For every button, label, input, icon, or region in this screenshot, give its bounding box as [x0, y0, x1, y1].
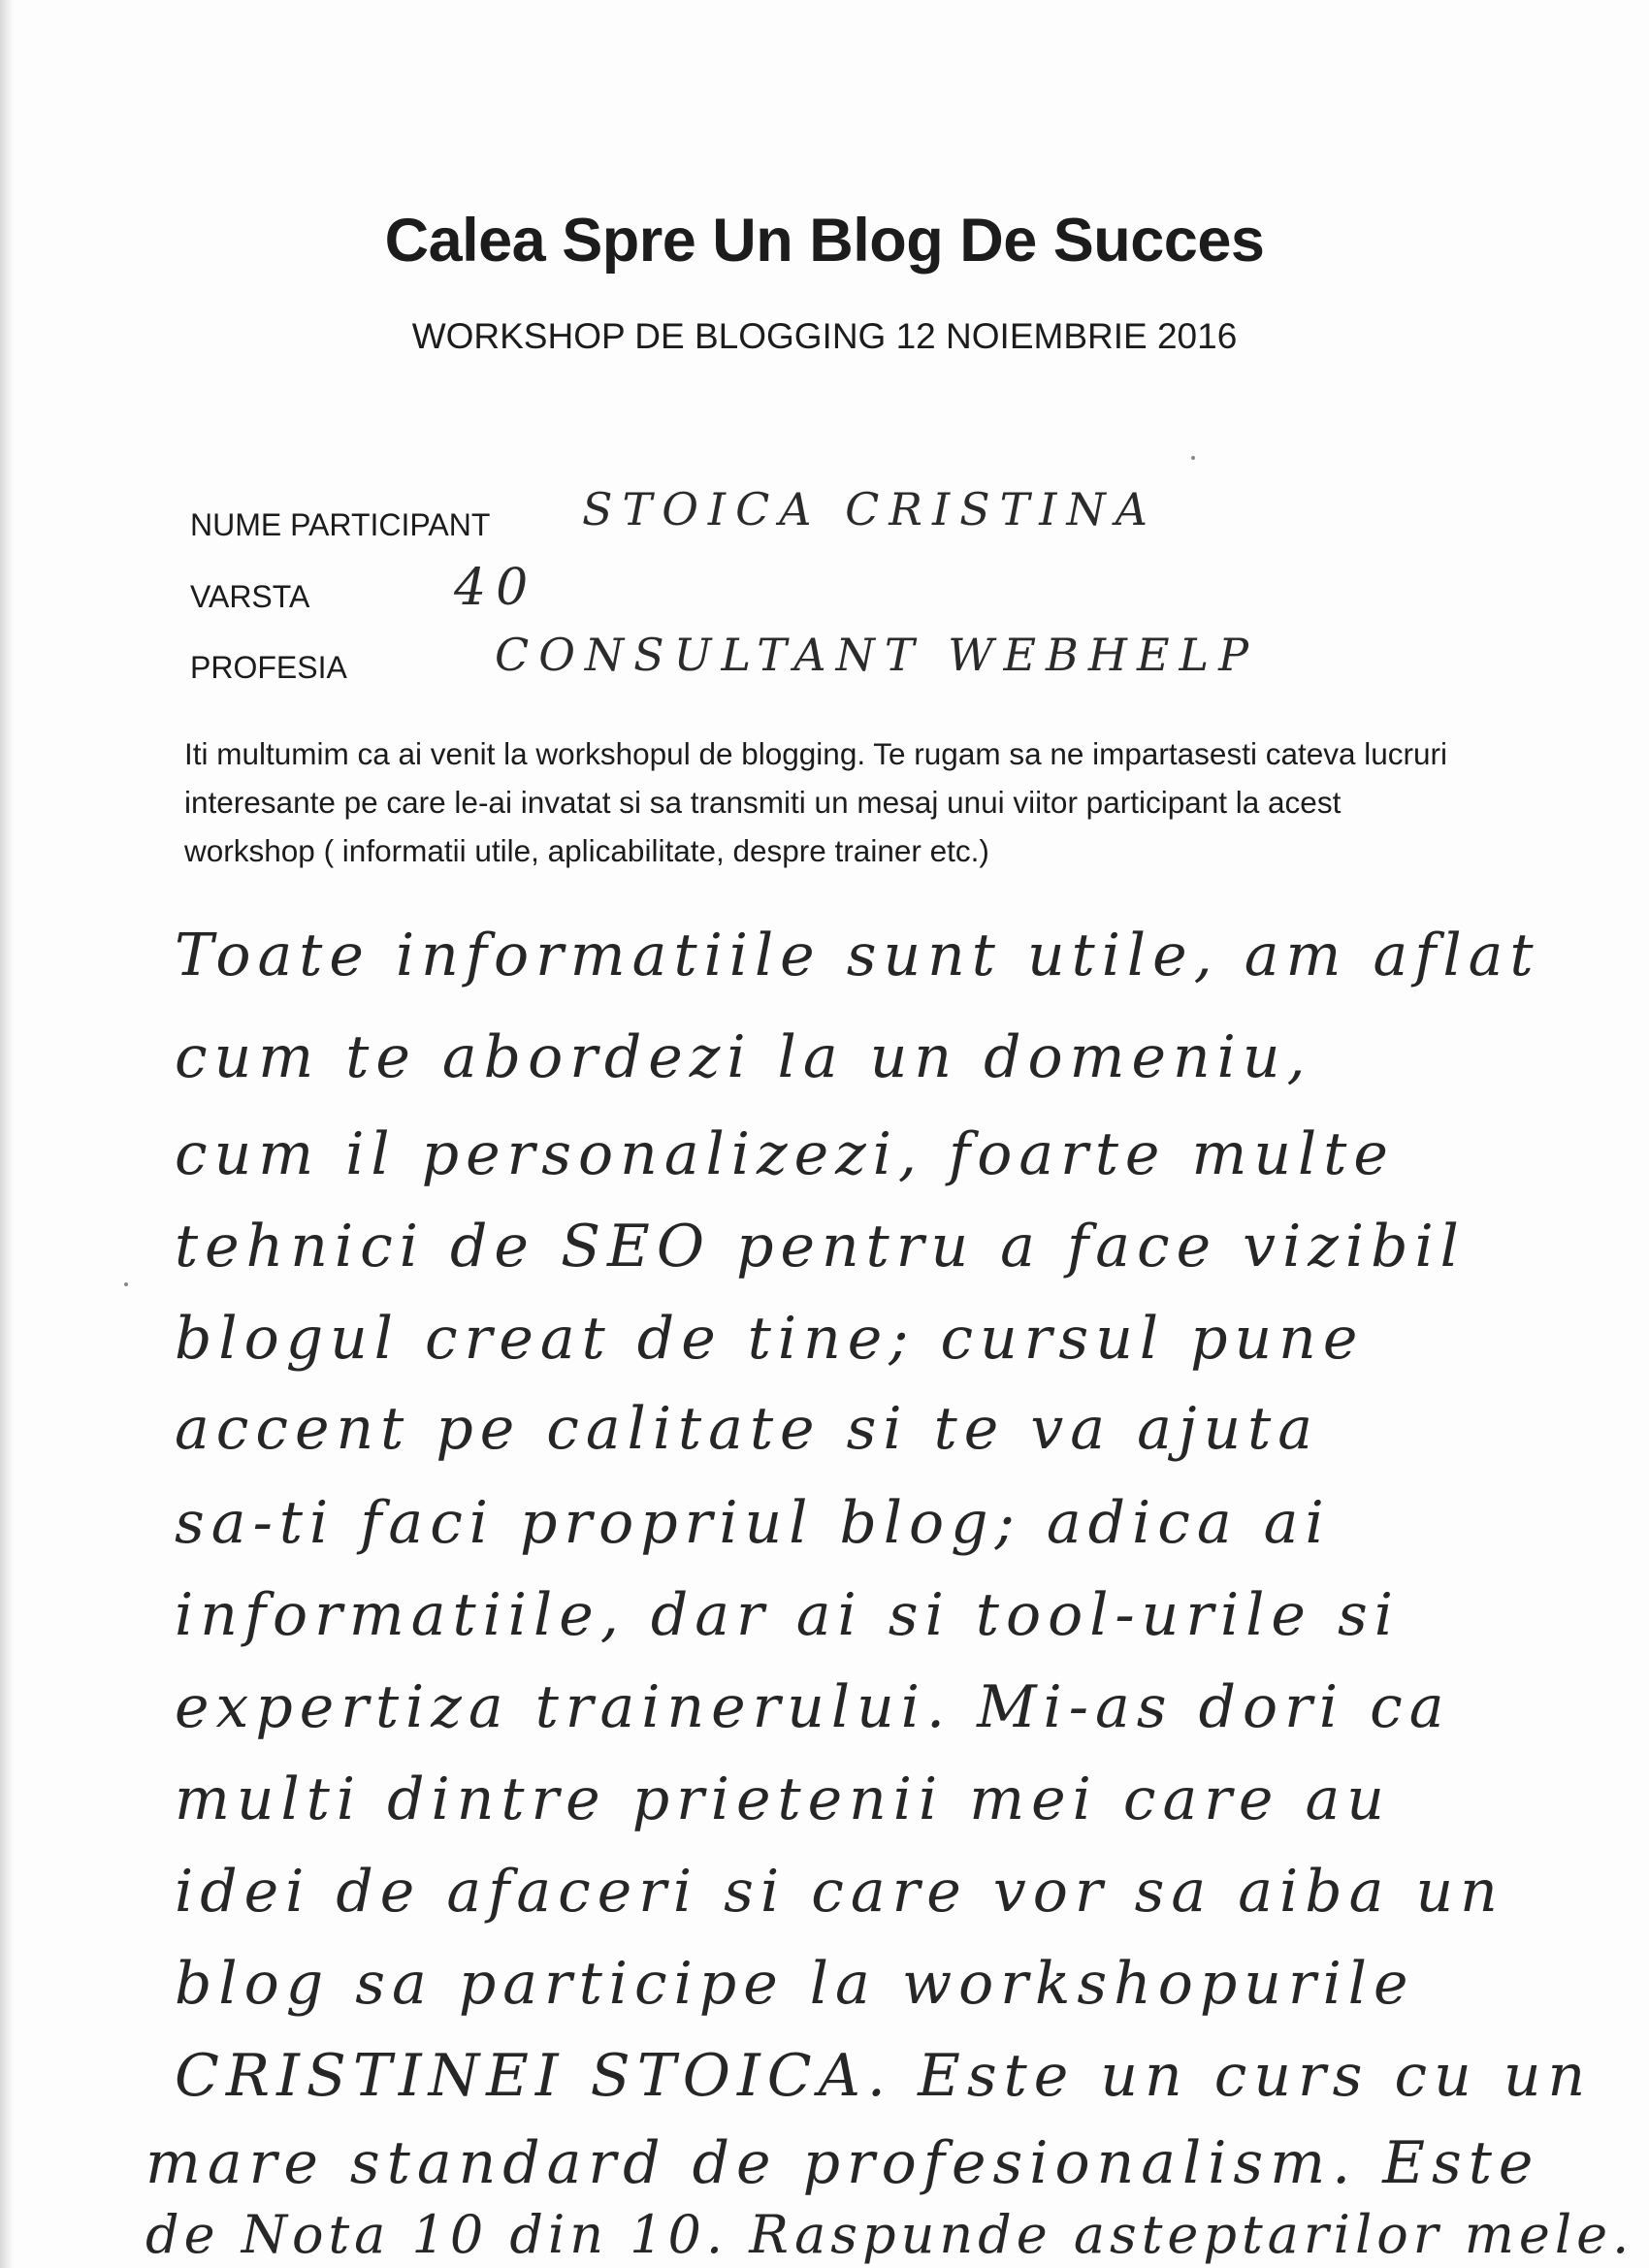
- handwritten-line: CRISTINEI STOICA. Este un curs cu un: [175, 2042, 1593, 2110]
- age-label: VARSTA: [190, 579, 310, 614]
- handwritten-line: cum il personalizezi, foarte multe: [175, 1120, 1395, 1188]
- handwritten-line: blog sa participe la workshopurile: [175, 1950, 1415, 2018]
- handwritten-line: accent pe calitate si te va ajuta: [175, 1395, 1320, 1463]
- handwritten-line: sa-ti faci propriul blog; adica ai: [175, 1489, 1331, 1557]
- handwritten-line: cum te abordezi la un domeniu,: [175, 1023, 1312, 1091]
- participant-name-value: STOICA CRISTINA: [582, 483, 1157, 535]
- scan-speck: [1191, 456, 1195, 460]
- handwritten-line: de Nota 10 din 10. Raspunde asteptarilor mele.: [146, 2204, 1634, 2265]
- scan-speck: [124, 1282, 128, 1286]
- age-value: 40: [454, 559, 538, 617]
- profession-value: CONSULTANT WEBHELP: [495, 629, 1259, 681]
- participant-name-label: NUME PARTICIPANT: [190, 507, 491, 542]
- page-subtitle: WORKSHOP DE BLOGGING 12 NOIEMBRIE 2016: [411, 316, 1238, 356]
- handwritten-line: tehnici de SEO pentru a face vizibil: [175, 1213, 1466, 1280]
- profession-label: PROFESIA: [190, 650, 347, 685]
- handwritten-line: idei de afaceri si care vor sa aiba un: [175, 1858, 1504, 1926]
- handwritten-line: blogul creat de tine; cursul pune: [175, 1305, 1365, 1373]
- handwritten-line: mare standard de profesionalism. Este: [146, 2129, 1540, 2197]
- intro-instructions: Iti multumim ca ai venit la workshopul de blogging. Te rugam sa ne impartasesti cateva lucruri interesante pe care le-ai invatat si sa transmiti un mesaj unui viitor participant la acest workshop ( informatii utile, aplicabilitate, despre trainer etc.): [184, 736, 1448, 868]
- handwritten-line: Toate informatiile sunt utile, am aflat: [175, 922, 1540, 989]
- handwritten-line: informatiile, dar ai si tool-urile si: [175, 1581, 1400, 1649]
- handwritten-line: expertiza trainerului. Mi-as dori ca: [175, 1673, 1451, 1741]
- handwritten-line: multi dintre prietenii mei care au: [175, 1766, 1391, 1833]
- page-title: Calea Spre Un Blog De Succes: [384, 207, 1265, 275]
